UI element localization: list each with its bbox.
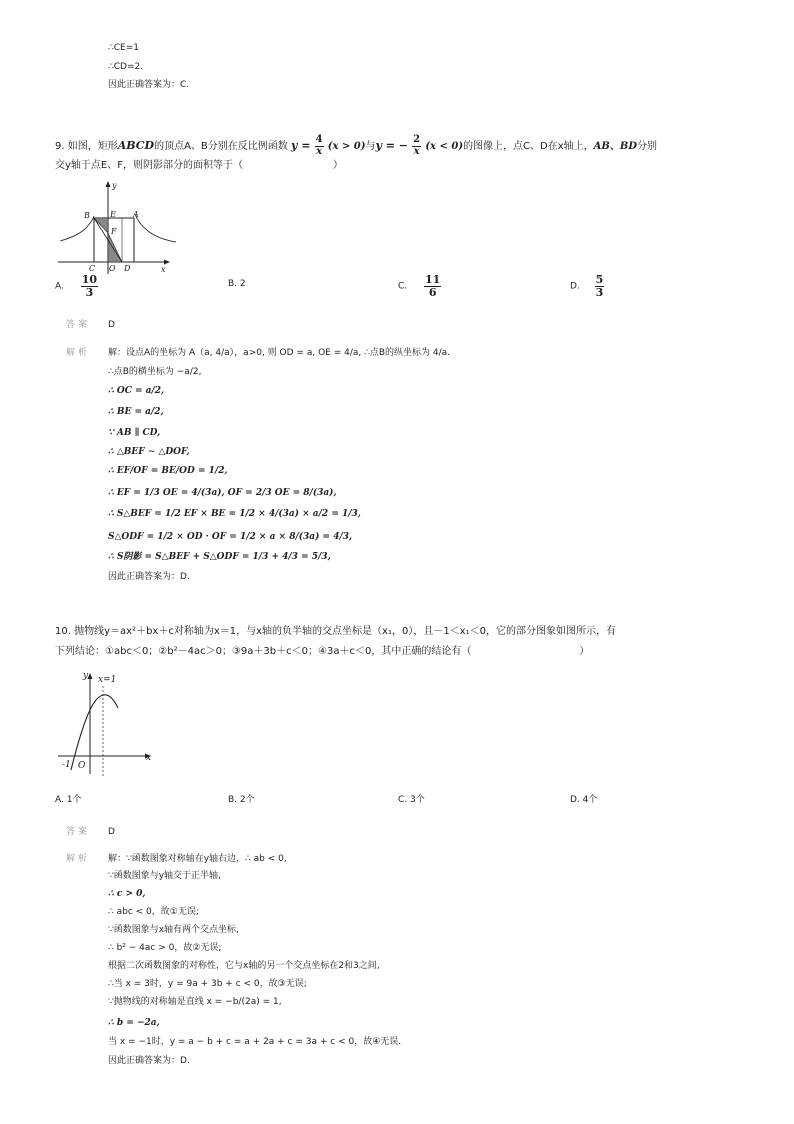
q9-fig-label-C: C xyxy=(89,264,96,273)
q10-solution-line-9: ∵抛物线的对称轴是直线 x = −b/(2a) = 1, xyxy=(108,997,282,1007)
q10-figure xyxy=(56,664,160,776)
q9-fig-label-y: y xyxy=(112,181,117,190)
q10-line-1-text: 抛物线y＝ax²＋bx＋c对称轴为x＝1，与x轴的负半轴的交点坐标是（x₁，0），且－1＜x₁＜0，它的部分图象如图所示，有 xyxy=(74,626,616,637)
q9-solution-line-10: S△ODF = 1/2 × OD · OF = 1/2 × a × 8/(3a) = 4/3, xyxy=(108,532,353,542)
q10-answer-label: 答案 xyxy=(66,827,91,837)
q9-analysis-label: 解析 xyxy=(66,348,91,358)
q10-solution-line-4: ∴ abc < 0，故①无误; xyxy=(108,907,199,917)
q9-y-eq-2: y = − xyxy=(375,139,408,152)
q9-fig-label-D: D xyxy=(124,264,131,273)
q9-stem-line-1 xyxy=(55,135,657,157)
q9-blank-close: ） xyxy=(333,160,343,171)
q10-solution-line-11: 当 x = −1时，y = a − b + c = a + 2a + c = 3a + c < 0，故④无误. xyxy=(108,1037,402,1047)
q10-stem-line-2 xyxy=(55,645,589,659)
q10-solution-line-2: ∵函数图象与y轴交于正半轴, xyxy=(108,871,221,881)
q10-number: 10. xyxy=(55,626,71,637)
q10-solution-line-6: ∴ b² − 4ac > 0，故②无误; xyxy=(108,943,222,953)
q10-stem-line-1 xyxy=(55,625,616,639)
q10-fig-label-neg1: -1 xyxy=(62,760,71,770)
q9-frac-2: $\frac{2}{x}$ xyxy=(413,134,421,157)
q9-ab-bd: AB、BD xyxy=(593,141,638,152)
q9-solution-line-4: ∴ BE = a/2, xyxy=(108,407,164,417)
q9-stem-b: 的顶点A、B分别在反比例函数 xyxy=(154,141,288,152)
q9-fig-label-A: A xyxy=(133,210,139,219)
q9-option-c[interactable]: C. $\frac{11}{6}$ xyxy=(398,273,441,299)
q9-rect-name: ABCD xyxy=(117,139,155,152)
prev-answer-line: 因此正确答案为：C. xyxy=(108,80,190,90)
q10-fig-label-y: y xyxy=(83,671,89,681)
q9-line-2-text: 交y轴于点E、F，则阴影部分的面积等于（ xyxy=(55,160,243,171)
q10-option-a[interactable]: A. 1个 xyxy=(55,795,82,805)
q10-final-answer: 因此正确答案为：D. xyxy=(108,1056,190,1066)
q9-option-b[interactable]: B. 2 xyxy=(228,279,246,289)
q9-solution-line-8: ∴ EF = 1/3 OE = 4/(3a), OF = 2/3 OE = 8/(3a), xyxy=(108,488,337,498)
q9-answer-value: D xyxy=(108,320,115,330)
q9-y-eq: y = xyxy=(290,139,311,152)
prev-line-1: ∴CE=1 xyxy=(108,43,139,53)
prev-line-2: ∴CD=2. xyxy=(108,62,144,72)
q9-solution-line-1: 解：设点A的坐标为 A（a, 4/a），a>0, 则 OD = a, OE = 4/a, ∴点B的纵坐标为 4/a. xyxy=(108,348,450,358)
q10-option-c[interactable]: C. 3个 xyxy=(398,795,425,805)
q9-stem-d: 分别 xyxy=(637,141,658,152)
q10-solution-line-8: ∴当 x = 3时，y = 9a + 3b + c < 0，故③无误; xyxy=(108,979,307,989)
q9-fig-label-x: x xyxy=(161,265,166,274)
q9-fig-label-O: O xyxy=(109,264,116,273)
q9-with: 与 xyxy=(365,141,376,152)
q9-number: 9. xyxy=(55,141,65,152)
q9-solution-line-7: ∴ EF/OF = BE/OD = 1/2, xyxy=(108,466,228,476)
q10-solution-line-10: ∴ b = −2a, xyxy=(108,1018,160,1028)
q10-answer-value: D xyxy=(108,827,115,837)
q9-solution-line-11: ∴ S阴影 = S△BEF + S△ODF = 1/3 + 4/3 = 5/3, xyxy=(108,552,331,562)
q9-frac-1: $\frac{4}{x}$ xyxy=(315,134,323,157)
q10-fig-label-axis: x=1 xyxy=(98,675,117,685)
q9-fig-label-F: F xyxy=(111,227,117,236)
q9-final-answer: 因此正确答案为：D. xyxy=(108,572,190,582)
q9-option-d[interactable]: D. $\frac{5}{3}$ xyxy=(570,273,604,299)
q9-stem-line-2 xyxy=(55,159,343,173)
q9-stem-c: 的图像上，点C、D在x轴上， xyxy=(463,141,594,152)
q10-blank-close: ） xyxy=(579,646,590,657)
q10-solution-line-7: 根据二次函数图象的对称性，它与x轴的另一个交点坐标在2和3之间, xyxy=(108,961,380,971)
q9-solution-line-6: ∴ △BEF ∼ △DOF, xyxy=(108,447,190,457)
q10-line-2-text: 下列结论：①abc＜0；②b²－4ac＞0；③9a＋3b＋c＜0；④3a＋c＜0，其中正确的结论有（ xyxy=(55,646,472,657)
q10-fig-label-O: O xyxy=(78,761,86,771)
q9-fig-label-E: E xyxy=(110,210,116,219)
q10-solution-line-3: ∴ c > 0, xyxy=(108,889,146,899)
q10-analysis-label: 解析 xyxy=(66,854,91,864)
q9-fig-label-B: B xyxy=(84,211,90,220)
q10-solution-line-5: ∵函数图象与x轴有两个交点坐标, xyxy=(108,925,239,935)
q9-solution-line-9: ∴ S△BEF = 1/2 EF × BE = 1/2 × 4/(3a) × a/2 = 1/3, xyxy=(108,509,361,519)
q10-option-b[interactable]: B. 2个 xyxy=(228,795,255,805)
q10-fig-label-x: x xyxy=(146,753,152,763)
q9-cond-2: (x < 0) xyxy=(425,141,464,152)
q9-cond-1: (x > 0) xyxy=(327,141,366,152)
q9-stem-a: 如图，矩形 xyxy=(67,141,118,152)
q9-solution-line-2: ∴点B的横坐标为 −a/2, xyxy=(108,367,202,377)
q9-figure xyxy=(58,176,183,276)
q9-solution-line-5: ∵ AB ∥ CD, xyxy=(108,428,161,438)
q9-answer-label: 答案 xyxy=(66,320,91,330)
q9-option-a[interactable]: A. $\frac{10}{3}$ xyxy=(55,273,98,299)
q10-option-d[interactable]: D. 4个 xyxy=(570,795,598,805)
q10-solution-line-1: 解：∵函数图象对称轴在y轴右边，∴ ab < 0, xyxy=(108,854,287,864)
q9-solution-line-3: ∴ OC = a/2, xyxy=(108,386,165,396)
